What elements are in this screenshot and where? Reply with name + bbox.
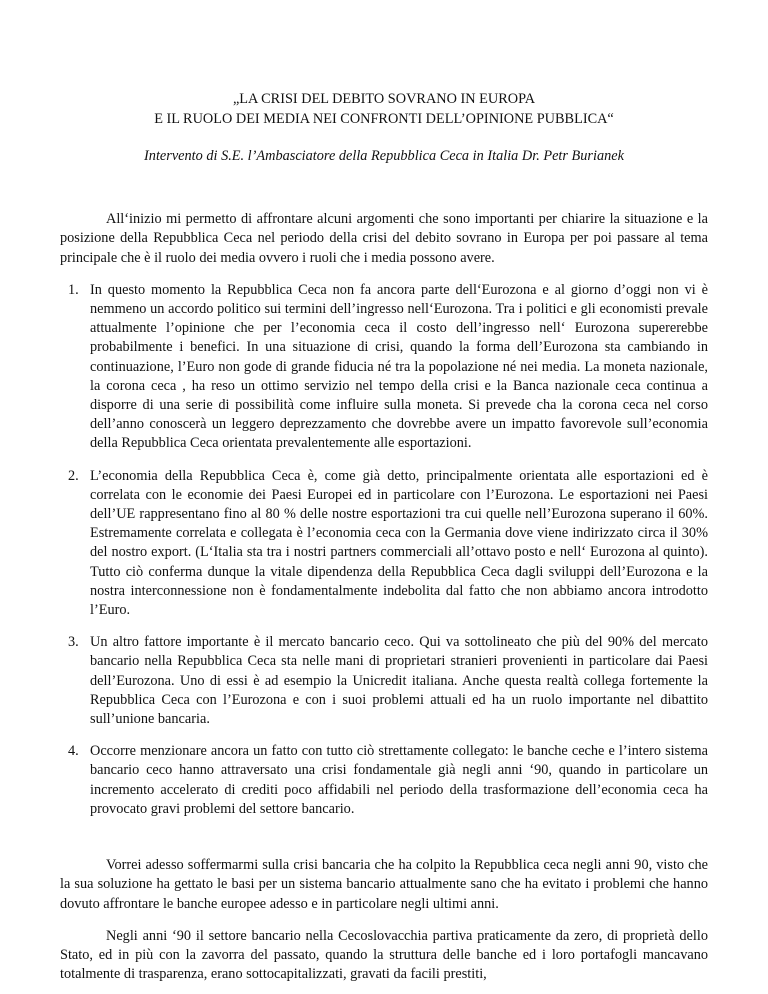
list-item-text: L’economia della Repubblica Ceca è, come già detto, principalmente orientata alle esportazioni ed è correlata con le economie dei Paesi Europei ed in particolare con l’Eurozona. Le esportazioni nei Paesi dell’UE rappresentano fino al 80 % delle nostre esportazioni tra cui quelle nell’Eurozona superano il 60%. Estremamente correlata e collegata è l’economia ceca con la Germania dove viene indirizzato circa il 30% del nostro export. (L‘Italia sta tra i nostri partners commerciali all’ottavo posto e nell‘ Eurozona al quinto). Tutto ciò conferma dunque la vitale dipendenza della Repubblica Ceca dagli sviluppi dell’Eurozona e la nostra interconnessione non è fondamentalmente indebolita dal fatto che non abbiamo ancora introdotto l’Euro. [90,467,708,619]
list-item-text: In questo momento la Repubblica Ceca non fa ancora parte dell‘Eurozona e al giorno d’oggi non vi è nemmeno un accordo politico sui termini dell’ingresso nell‘Eurozona. Tra i politici e gli economisti prevale attualmente l’opinione che per l’economia ceca il costo dell’ingresso nell‘ Eurozona supererebbe probabilmente i benefici. In una situazione di crisi, quando la forma dell’Eurozona sta cambiando in continuazione, l’Euro non gode di grande fiducia né tra la popolazione né nei media. La moneta nazionale, la corona ceca , ha reso un ottimo servizio nel tempo della crisi e la Banca nazionale ceca continua a disporre di una serie di possibilità come influire sulla moneta. Si prevede cha la corona ceca nel corso dell’anno conoscerà un leggero deprezzamento che dovrebbe avere un impatto favorevole sull’economia della Repubblica Ceca orientata prevalentemente alle esportazioni. [90,281,708,452]
list-item-text: Occorre menzionare ancora un fatto con tutto ciò strettamente collegato: le banche ceche e l’intero sistema bancario ceco hanno attraversato una crisi fondamentale già negli anni ‘90, quando in particolare un incremento accelerato di crediti poco affidabili nel periodo della trasformazione dell’economia ceca ha provocato gravi problemi del settore bancario. [90,743,708,817]
intro-paragraph: All‘inizio mi permetto di affrontare alcuni argomenti che sono importanti per chiarire la situazione e la posizione della Repubblica Ceca nel periodo della crisi del debito sovrano in Europa per poi passare al tema principale che è il ruolo dei media ovvero i ruoli che i media possono avere. [60,211,708,266]
list-item [68,281,708,454]
numbered-list [68,281,708,819]
title-line-1: „LA CRISI DEL DEBITO SOVRANO IN EUROPA [232,91,536,107]
list-item-number: 1. [68,281,79,298]
speaker-subtitle: Intervento di S.E. l’Ambasciatore della Repubblica Ceca in Italia Dr. Petr Burianek [144,148,624,164]
body-paragraph: Vorrei adesso soffermarmi sulla crisi bancaria che ha colpito la Repubblica ceca negli anni 90, visto che la sua soluzione ha gettato le basi per un sistema bancario attualmente sano che ha evitato i problemi che hanno dovuto affrontare le banche europee adesso e in particolare negli ultimi anni. [60,857,708,912]
list-item-number: 2. [68,467,79,484]
document-title [60,90,708,129]
title-line-2: E IL RUOLO DEI MEDIA NEI CONFRONTI DELL’OPINIONE PUBBLICA“ [154,110,614,127]
list-item [68,467,708,621]
list-item-number: 4. [68,743,79,760]
list-item [68,742,708,819]
list-item [68,633,708,729]
body-paragraph: Negli anni ‘90 il settore bancario nella Cecoslovacchia partiva praticamente da zero, di proprietà dello Stato, ed in più con la zavorra del passato, quando la struttura delle banche ed i loro portafogli mancavano totalmente di trasparenza, erano sottocapitalizzati, gravati da facili prestiti, [60,927,708,983]
list-item-text: Un altro fattore importante è il mercato bancario ceco. Qui va sottolineato che più del 90% del mercato bancario nella Repubblica Ceca sta nelle mani di proprietari stranieri provenienti in particolare dai Paesi dell’Eurozona. Uno di essi è ad esempio la Unicredit italiana. Anche questa realtà collega fortemente la Repubblica Ceca con l’Eurozona e con i suoi problemi attuali ed ha un ruolo importante nel dibattito sull’unione bancaria. [90,634,708,728]
list-item-number: 3. [68,634,79,651]
